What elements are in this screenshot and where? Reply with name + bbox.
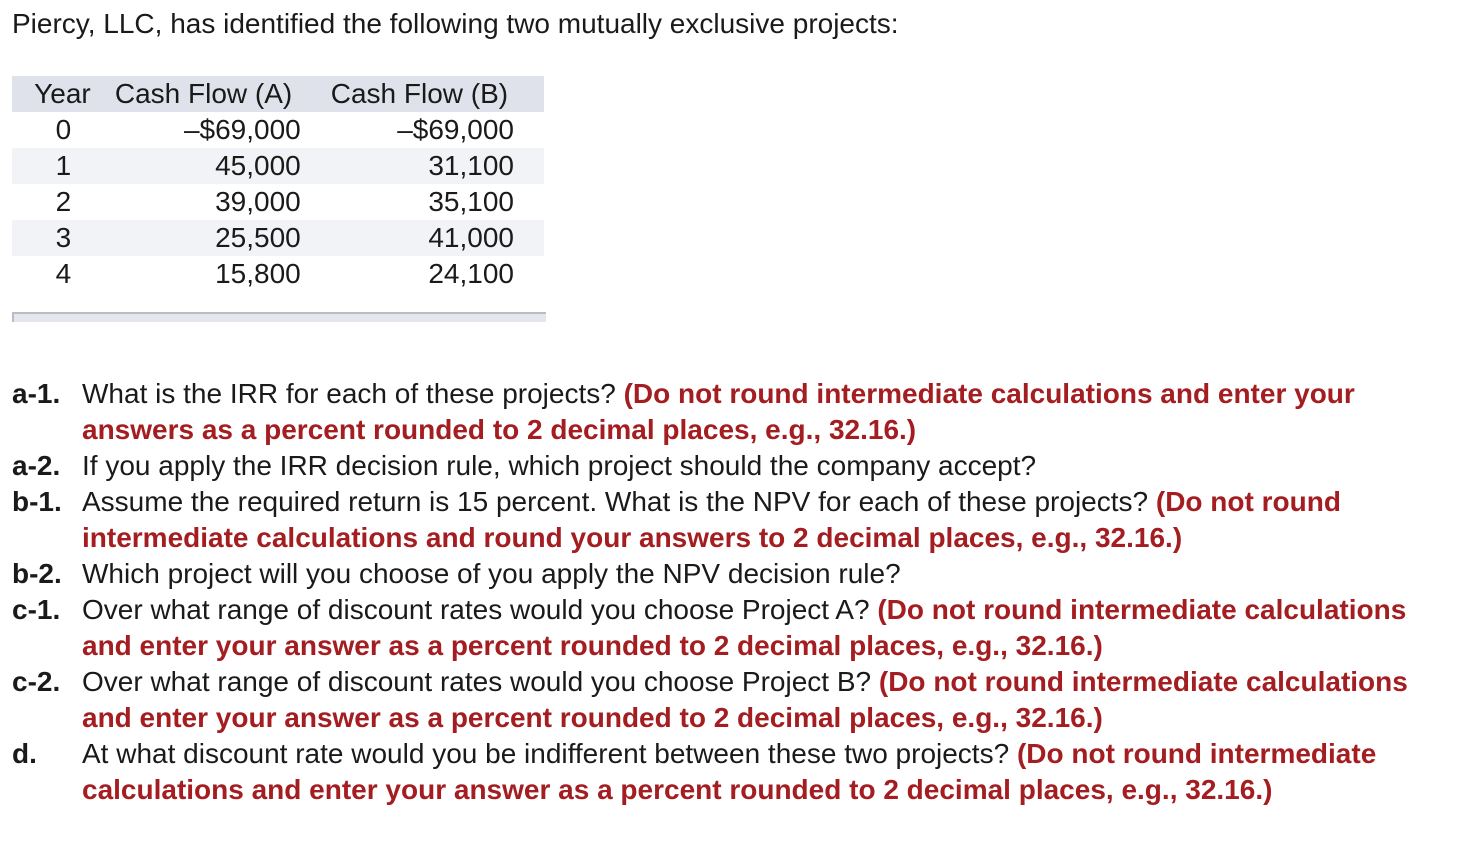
question-text: At what discount rate would you be indifferent between these two projects? bbox=[82, 738, 1010, 769]
question-text: Which project will you choose of you apply the NPV decision rule? bbox=[82, 558, 901, 589]
question-text: What is the IRR for each of these projects? bbox=[82, 378, 616, 409]
table-row bbox=[12, 184, 544, 220]
question-instruction: (Do not round intermediate calculations and enter your answer as a percent rounded to 2 decimal places, e.g., 32.16.) bbox=[82, 738, 1377, 805]
question-body bbox=[82, 448, 1462, 484]
year-cell: 4 bbox=[55, 258, 72, 289]
question-b2 bbox=[12, 556, 1462, 592]
question-instruction: (Do not round intermediate calculations and round your answers to 2 decimal places, e.g., 32.16.) bbox=[82, 486, 1341, 553]
cash-flow-b-cell: 41,000 bbox=[428, 222, 514, 253]
question-label: a-2. bbox=[12, 450, 61, 481]
cash-flow-a-cell: 45,000 bbox=[215, 150, 301, 181]
question-body bbox=[82, 556, 1462, 592]
question-label: a-1. bbox=[12, 378, 61, 409]
question-a1 bbox=[12, 376, 1462, 448]
question-c2 bbox=[12, 664, 1462, 736]
question-label: b-1. bbox=[12, 486, 62, 517]
question-label: c-2. bbox=[12, 666, 61, 697]
question-text: If you apply the IRR decision rule, which project should the company accept? bbox=[82, 450, 1037, 481]
table-row bbox=[12, 256, 544, 292]
header-cash-flow-b: Cash Flow (B) bbox=[330, 78, 509, 109]
question-body bbox=[82, 592, 1462, 664]
question-text: Assume the required return is 15 percent. What is the NPV for each of these projects? bbox=[82, 486, 1149, 517]
table-row bbox=[12, 148, 544, 184]
question-instruction: (Do not round intermediate calculations and enter your answer as a percent rounded to 2 decimal places, e.g., 32.16.) bbox=[82, 666, 1408, 733]
question-body bbox=[82, 376, 1462, 448]
year-cell: 3 bbox=[55, 222, 72, 253]
table-header-row bbox=[12, 76, 544, 112]
cash-flow-b-cell: 35,100 bbox=[428, 186, 514, 217]
cash-flow-b-cell: 24,100 bbox=[428, 258, 514, 289]
question-body bbox=[82, 664, 1462, 736]
question-label: b-2. bbox=[12, 558, 62, 589]
year-cell: 2 bbox=[55, 186, 72, 217]
question-list bbox=[12, 376, 1462, 808]
header-cash-flow-a: Cash Flow (A) bbox=[114, 78, 293, 109]
problem-intro: Piercy, LLC, has identified the following two mutually exclusive projects: bbox=[12, 8, 899, 39]
cash-flow-a-cell: 39,000 bbox=[215, 186, 301, 217]
question-c1 bbox=[12, 592, 1462, 664]
table-row bbox=[12, 112, 544, 148]
question-d bbox=[12, 736, 1462, 808]
cash-flow-b-cell: 31,100 bbox=[428, 150, 514, 181]
question-label: c-1. bbox=[12, 594, 61, 625]
cash-flow-a-cell: 15,800 bbox=[215, 258, 301, 289]
question-instruction: (Do not round intermediate calculations and enter your answers as a percent rounded to 2 decimal places, e.g., 32.16.) bbox=[82, 378, 1355, 445]
table-scrollbar-rule bbox=[12, 312, 546, 322]
question-body bbox=[82, 484, 1462, 556]
question-body bbox=[82, 736, 1462, 808]
question-b1 bbox=[12, 484, 1462, 556]
cash-flow-a-cell: 25,500 bbox=[215, 222, 301, 253]
question-label: d. bbox=[12, 738, 37, 769]
header-year: Year bbox=[34, 78, 91, 109]
year-cell: 0 bbox=[55, 114, 72, 145]
year-cell: 1 bbox=[55, 150, 72, 181]
cash-flow-a-cell: –$69,000 bbox=[183, 114, 301, 145]
question-a2 bbox=[12, 448, 1462, 484]
question-text: Over what range of discount rates would you choose Project B? bbox=[82, 666, 872, 697]
table-row bbox=[12, 220, 544, 256]
cash-flow-table bbox=[12, 76, 544, 292]
question-instruction: (Do not round intermediate calculations and enter your answer as a percent rounded to 2 decimal places, e.g., 32.16.) bbox=[82, 594, 1407, 661]
question-text: Over what range of discount rates would you choose Project A? bbox=[82, 594, 870, 625]
cash-flow-b-cell: –$69,000 bbox=[397, 114, 514, 145]
